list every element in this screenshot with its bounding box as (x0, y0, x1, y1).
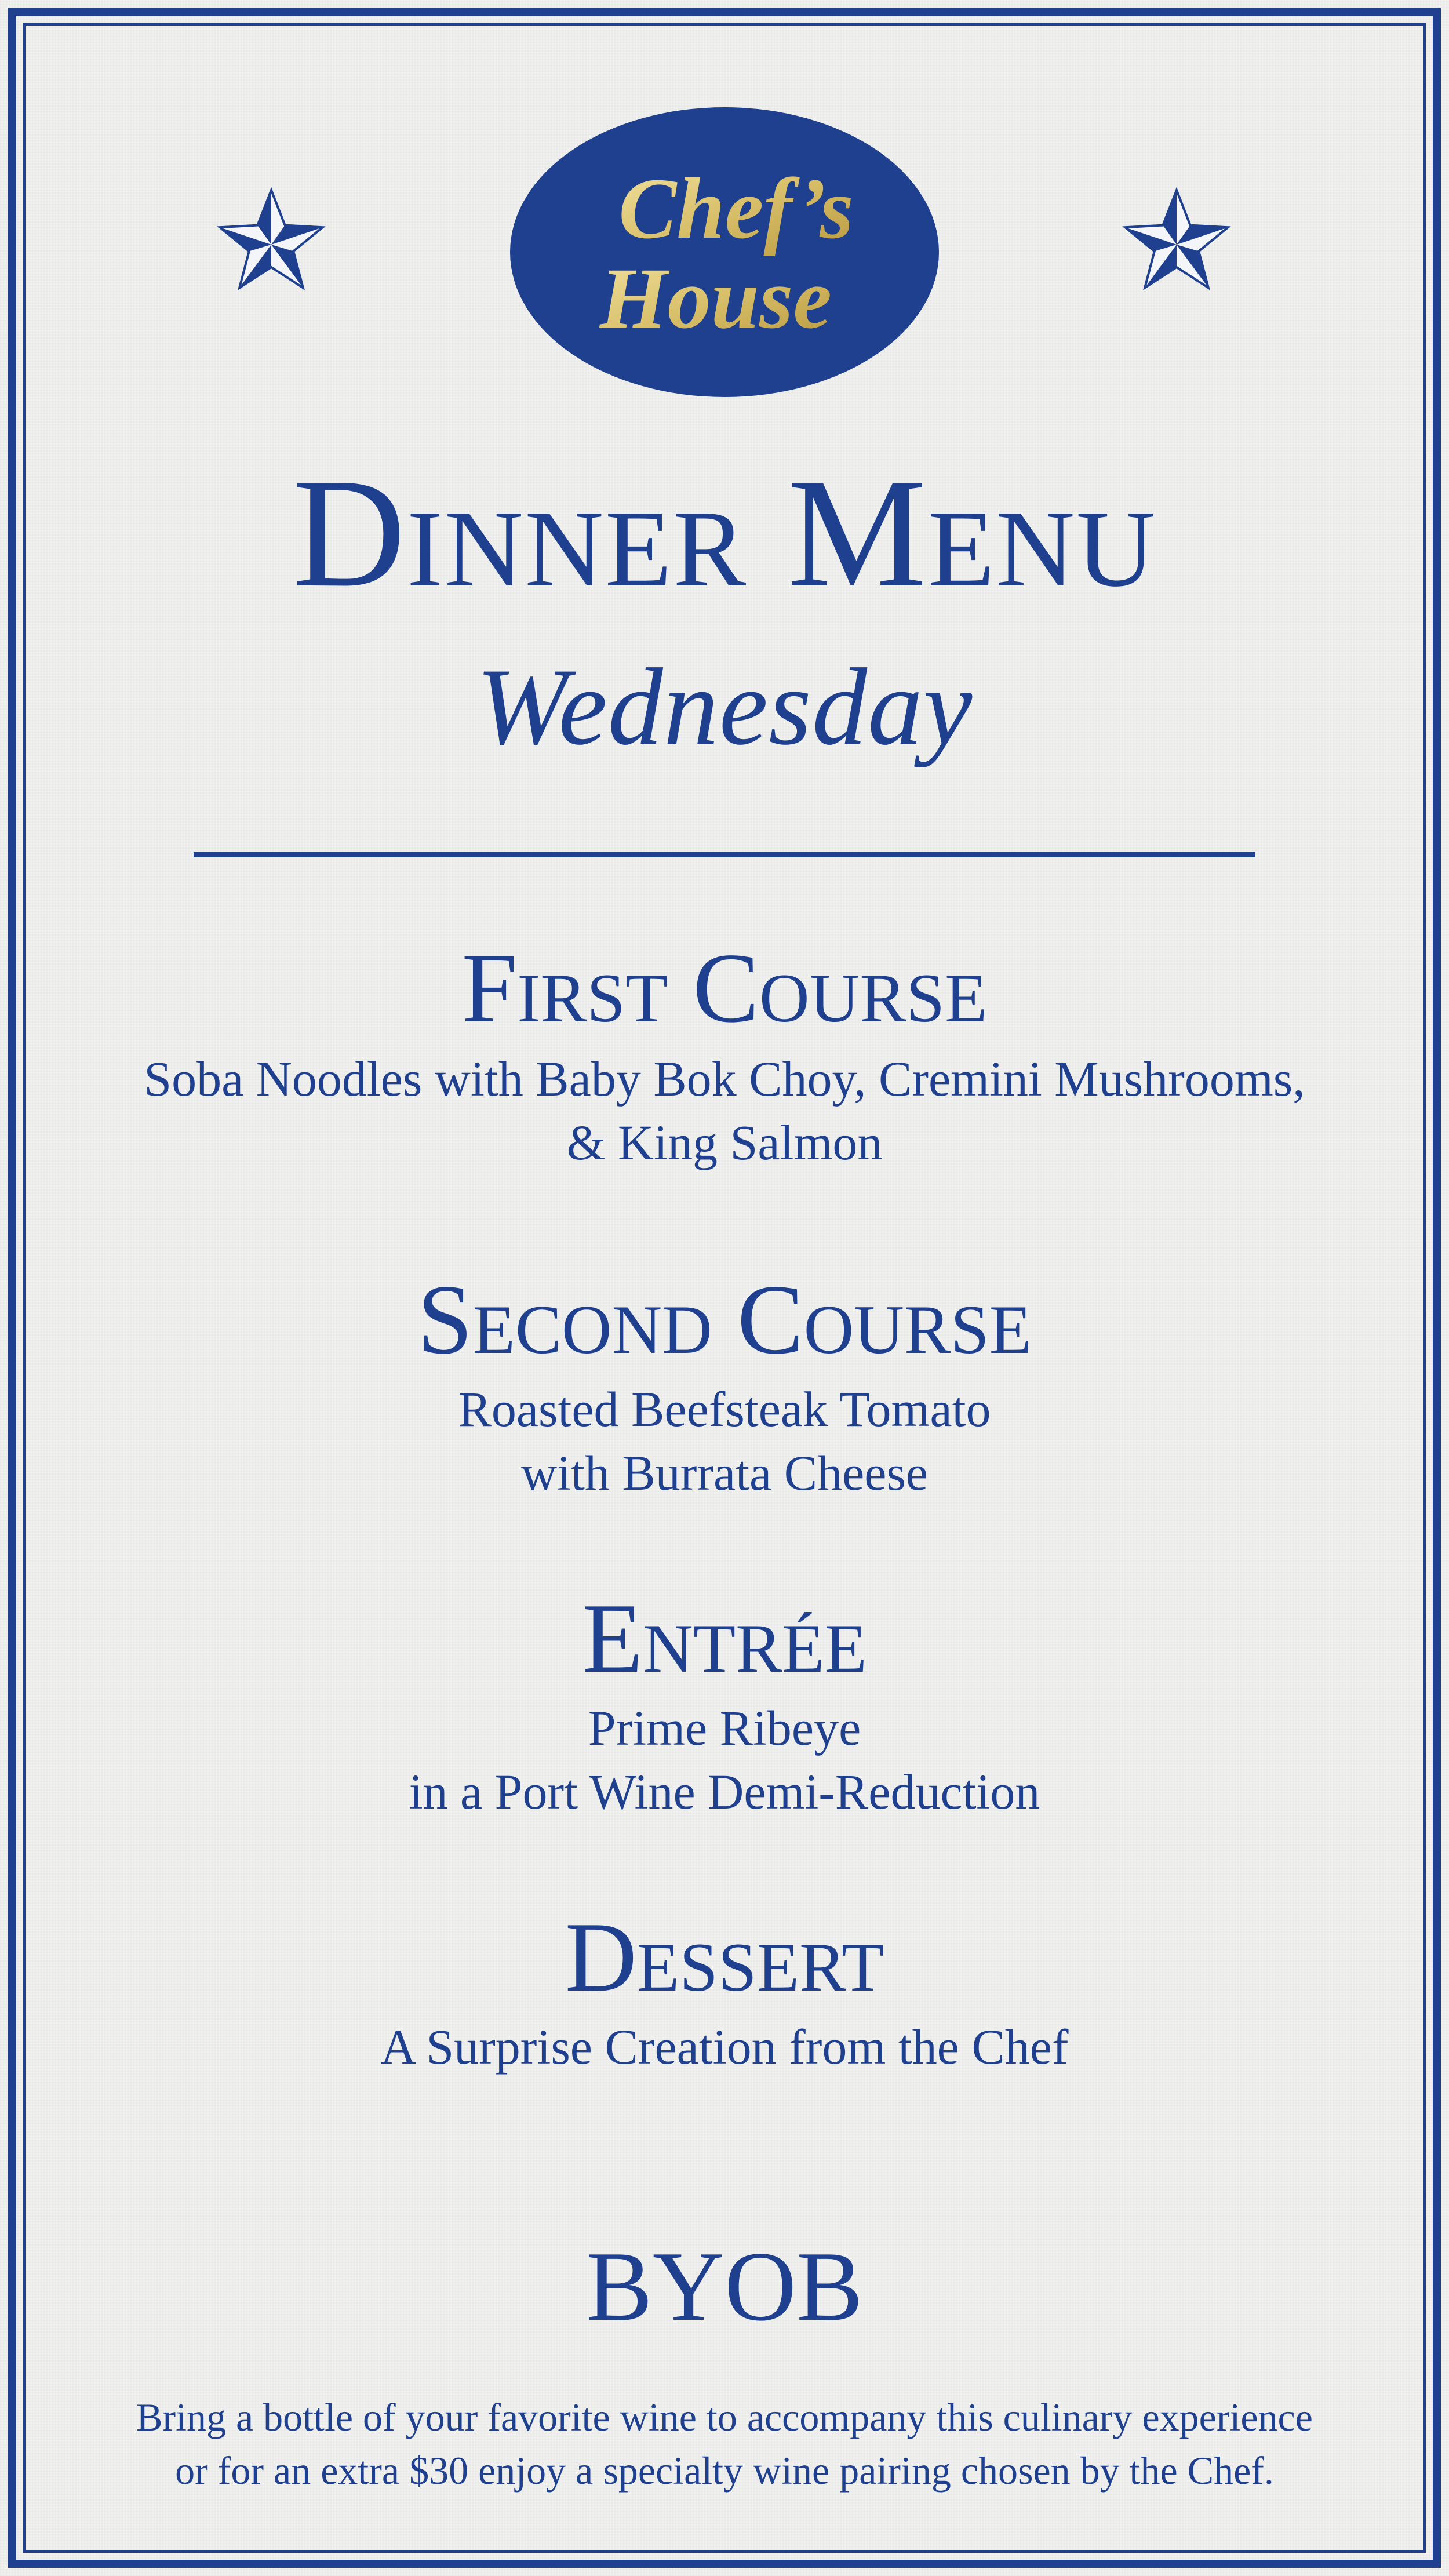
menu-title: Dinner Menu (292, 446, 1157, 620)
course-desc-first-line1: Soba Noodles with Baby Bok Choy, Cremini Mushrooms, (144, 1051, 1305, 1107)
byob-note-line2: or for an extra $30 enjoy a specialty wine pairing chosen by the Chef. (175, 2448, 1274, 2493)
course-heading-dessert: Dessert (565, 1902, 884, 2013)
menu-day: Wednesday (476, 646, 973, 768)
course-desc-entree-line1: Prime Ribeye (588, 1700, 861, 1756)
course-desc-first-line2: & King Salmon (566, 1115, 883, 1170)
logo-line-2: House (599, 250, 832, 347)
course-desc-second-line1: Roasted Beefsteak Tomato (458, 1381, 991, 1437)
logo-wordmark (510, 107, 939, 397)
course-desc-second-line2: with Burrata Cheese (520, 1445, 929, 1501)
divider-rule (194, 852, 1255, 857)
byob-heading: BYOB (586, 2232, 863, 2342)
chefs-house-logo (510, 107, 939, 397)
course-heading-second: Second Course (417, 1265, 1032, 1375)
star-icon (1119, 184, 1235, 300)
byob-note-line1: Bring a bottle of your favorite wine to accompany this culinary experience (136, 2395, 1313, 2439)
course-heading-first: First Course (461, 933, 988, 1043)
course-heading-entree: Entrée (582, 1584, 867, 1694)
course-desc-entree-line2: in a Port Wine Demi-Reduction (409, 1764, 1040, 1820)
course-desc-dessert-line1: A Surprise Creation from the Chef (380, 2019, 1069, 2075)
logo-line-1: Chef’s (618, 161, 854, 257)
star-icon (213, 184, 329, 300)
